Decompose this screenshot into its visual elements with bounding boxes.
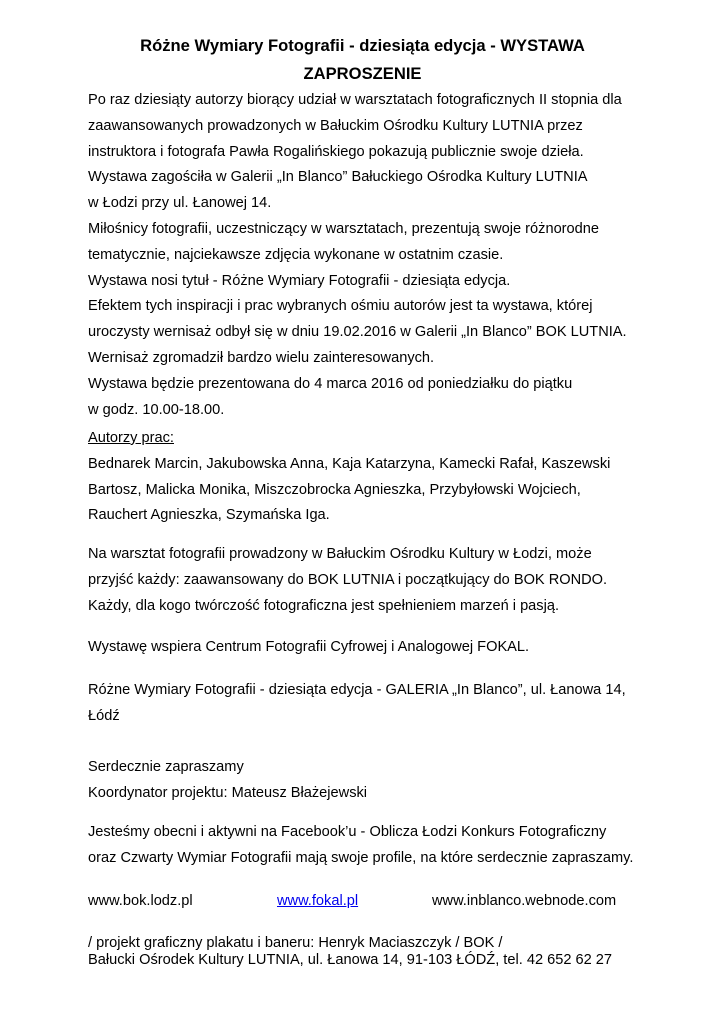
- authors-line: Rauchert Agnieszka, Szymańska Iga.: [88, 507, 330, 524]
- text-line: instruktora i fotografa Pawła Rogalińskiego pokazują publicznie swoje dzieła.: [88, 143, 584, 160]
- footer-links: [0, 891, 725, 911]
- text-line: Efektem tych inspiracji i prac wybranych ośmiu autorów jest ta wystawa, której: [88, 298, 593, 315]
- bok-website-link[interactable]: www.bok.lodz.pl: [88, 893, 193, 909]
- text-line: Miłośnicy fotografii, uczestniczący w warsztatach, prezentują swoje różnorodne: [88, 220, 600, 237]
- text-line: Wystawa nosi tytuł - Różne Wymiary Fotografii - dziesiąta edycja.: [88, 272, 511, 289]
- venue-paragraph: [88, 678, 688, 730]
- text-line: Na warsztat fotografii prowadzony w Bałuckim Ośrodku Kultury w Łodzi, może: [88, 546, 592, 562]
- venue-line: Różne Wymiary Fotografii - dziesiąta edycja - GALERIA „In Blanco”, ul. Łanowa 14,: [88, 682, 626, 698]
- venue-city: Łódź: [88, 707, 120, 724]
- address-line: Bałucki Ośrodek Kultury LUTNIA, ul. Łanowa 14, 91-103 ŁÓDŹ, tel. 42 652 62 27: [88, 952, 613, 968]
- credits-section: [88, 935, 708, 969]
- authors-section: [88, 426, 688, 529]
- intro-paragraph: [88, 88, 688, 423]
- text-line: w Łodzi przy ul. Łanowej 14.: [88, 195, 272, 212]
- text-line: oraz Czwarty Wymiar Fotografii mają swoje profile, na które serdecznie zapraszamy.: [88, 849, 634, 866]
- fokal-website-link[interactable]: www.fokal.pl: [277, 893, 359, 909]
- sponsor-line: Wystawę wspiera Centrum Fotografii Cyfrowej i Analogowej FOKAL.: [88, 639, 530, 655]
- social-paragraph: [88, 820, 688, 872]
- design-credit-line: / projekt graficzny plakatu i baneru: Henryk Maciaszczyk / BOK /: [88, 935, 503, 951]
- workshop-paragraph: [88, 542, 688, 619]
- coordinator-line: Koordynator projektu: Mateusz Błażejewski: [88, 784, 368, 801]
- invitation-line: Serdecznie zapraszamy: [88, 759, 244, 775]
- text-line: Wernisaż zgromadził bardzo wielu zainteresowanych.: [88, 349, 435, 366]
- text-line: zaawansowanych prowadzonych w Bałuckim Ośrodku Kultury LUTNIA przez: [88, 117, 583, 134]
- text-line: Wystawa zagościła w Galerii „In Blanco” Bałuckiego Ośrodka Kultury LUTNIA: [88, 169, 588, 186]
- text-line: w godz. 10.00-18.00.: [88, 401, 225, 418]
- closing-section: [88, 755, 688, 807]
- text-line: przyjść każdy: zaawansowany do BOK LUTNIA i początkujący do BOK RONDO.: [88, 571, 608, 588]
- document-subtitle: ZAPROSZENIE: [303, 64, 422, 83]
- text-line: Jesteśmy obecni i aktywni na Facebook’u - Oblicza Łodzi Konkurs Fotograficzny: [88, 824, 607, 840]
- text-line: uroczysty wernisaż odbył się w dniu 19.02.2016 w Galerii „In Blanco” BOK LUTNIA.: [88, 324, 627, 341]
- text-line: tematycznie, najciekawsze zdjęcia wykonane w ostatnim czasie.: [88, 246, 504, 263]
- document-title: Różne Wymiary Fotografii - dziesiąta edycja - WYSTAWA: [140, 36, 585, 55]
- authors-line: Bartosz, Malicka Monika, Miszczobrocka Agnieszka, Przybyłowski Wojciech,: [88, 481, 581, 498]
- sponsor-paragraph: [88, 635, 688, 661]
- inblanco-website-link[interactable]: www.inblanco.webnode.com: [432, 893, 617, 909]
- authors-line: Bednarek Marcin, Jakubowska Anna, Kaja Katarzyna, Kamecki Rafał, Kaszewski: [88, 455, 611, 472]
- text-line: Wystawa będzie prezentowana do 4 marca 2016 od poniedziałku do piątku: [88, 375, 573, 392]
- authors-heading: Autorzy prac:: [88, 430, 174, 446]
- text-line: Po raz dziesiąty autorzy biorący udział w warsztatach fotograficznych II stopnia dla: [88, 92, 622, 108]
- text-line: Każdy, dla kogo twórczość fotograficzna jest spełnieniem marzeń i pasją.: [88, 597, 560, 614]
